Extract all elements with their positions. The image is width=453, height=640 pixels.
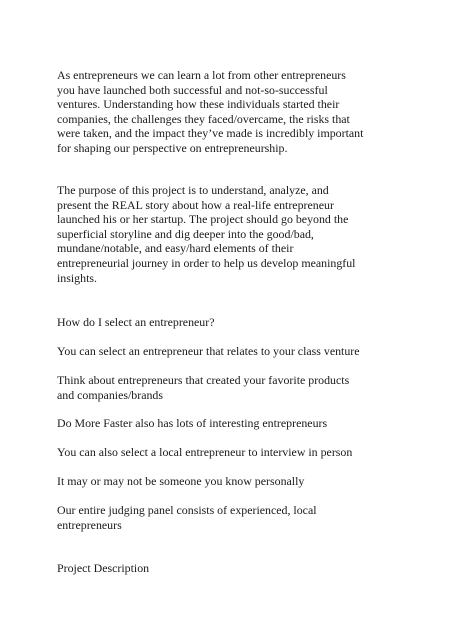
text-line: It may or may not be someone you know personally — [57, 474, 305, 488]
text-line: You can select an entrepreneur that relates to your class venture — [57, 344, 360, 358]
text-line: As entrepreneurs we can learn a lot from other entrepreneurs — [57, 68, 346, 82]
purpose-paragraph — [57, 183, 407, 285]
text-line: ventures. Understanding how these individuals started their — [57, 97, 340, 112]
text-line: mundane/notable, and easy/hard elements of their — [57, 241, 294, 256]
text-line: you have launched both successful and not-so-successful — [57, 82, 328, 97]
know-personally-paragraph — [57, 474, 407, 489]
text-line: for shaping our perspective on entrepreneurship. — [57, 140, 288, 155]
intro-paragraph — [57, 68, 407, 156]
text-line: superficial storyline and dig deeper into the good/bad, — [57, 226, 314, 241]
text-line: entrepreneurs — [57, 517, 122, 532]
favorite-products-paragraph — [57, 373, 407, 402]
text-line: were taken, and the impact they’ve made is incredibly important — [57, 126, 364, 141]
local-entrepreneur-paragraph — [57, 445, 407, 460]
class-venture-paragraph — [57, 344, 407, 359]
text-line: insights. — [57, 270, 97, 285]
select-entrepreneur-question — [57, 315, 407, 330]
judging-panel-paragraph — [57, 503, 407, 532]
text-line: Think about entrepreneurs that created your favorite products — [57, 373, 350, 387]
text-line: How do I select an entrepreneur? — [57, 315, 215, 329]
project-description-heading — [57, 561, 407, 576]
text-line: The purpose of this project is to understand, analyze, and — [57, 183, 329, 197]
text-line: launched his or her startup. The project should go beyond the — [57, 212, 349, 227]
text-line: Project Description — [57, 561, 150, 575]
text-line: entrepreneurial journey in order to help us develop meaningful — [57, 255, 356, 270]
do-more-faster-paragraph — [57, 416, 407, 431]
text-line: present the REAL story about how a real-life entrepreneur — [57, 197, 334, 212]
text-line: Do More Faster also has lots of interesting entrepreneurs — [57, 416, 328, 430]
text-line: You can also select a local entrepreneur to interview in person — [57, 445, 353, 459]
text-line: companies, the challenges they faced/overcame, the risks that — [57, 111, 350, 126]
text-line: Our entire judging panel consists of experienced, local — [57, 503, 317, 517]
text-line: and companies/brands — [57, 387, 163, 402]
